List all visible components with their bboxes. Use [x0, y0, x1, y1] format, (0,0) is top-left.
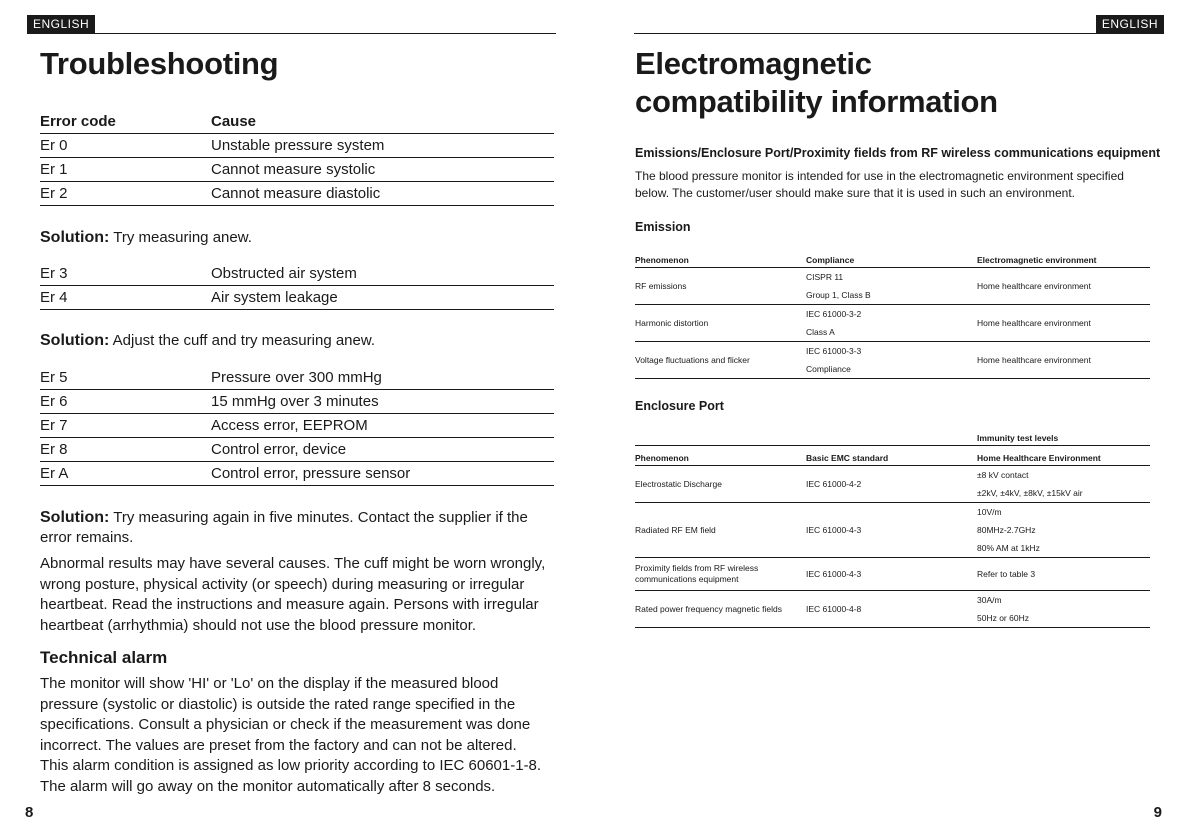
levels-cell — [977, 591, 1150, 627]
error-cause: 15 mmHg over 3 minutes — [211, 393, 379, 410]
levels-cell: Refer to table 3 — [977, 569, 1036, 579]
solution-label: Solution: — [40, 229, 110, 246]
technical-alarm-text: The monitor will show 'HI' or 'Lo' on the display if the measured blood pressure (systolic or diastolic) is outside the rated range specified in the specifications. Consult a physician or check if the measurement was done incorrect. The values are preset from the factory and can not be altered. This alarm condition is assigned as low priority according to IEC 60601-1-8. The alarm will go away on the monitor automatically after 8 seconds. — [40, 675, 542, 795]
solution-label: Solution: — [40, 509, 110, 526]
header-environment: Home Healthcare Environment — [977, 453, 1101, 463]
table-header — [635, 254, 1150, 268]
solution-text: Try measuring anew. — [113, 229, 252, 246]
header-environment: Electromagnetic environment — [977, 255, 1097, 265]
error-code: Er A — [40, 465, 69, 482]
level-line: 80MHz-2.7GHz — [977, 525, 1036, 535]
table-row — [40, 134, 554, 158]
error-table — [40, 262, 554, 310]
error-code: Er 4 — [40, 289, 68, 306]
table-row — [635, 305, 1150, 342]
header-phenomenon: Phenomenon — [635, 453, 689, 463]
table-row — [40, 390, 554, 414]
error-cause: Access error, EEPROM — [211, 417, 368, 434]
error-code: Er 3 — [40, 265, 68, 282]
phenomenon-cell: Electrostatic Discharge — [635, 479, 722, 489]
enclosure-port-title: Enclosure Port — [635, 399, 724, 413]
page-number: 9 — [1153, 804, 1162, 821]
table-row — [40, 286, 554, 310]
compliance-line: Group 1, Class B — [806, 290, 871, 300]
phenomenon-cell: Proximity fields from RF wireless communications equipment — [635, 563, 759, 584]
compliance-line: Compliance — [806, 364, 851, 374]
emissions-heading: Emissions/Enclosure Port/Proximity fields from RF wireless communications equipment — [635, 146, 1161, 160]
error-table — [40, 110, 554, 206]
table-row — [635, 268, 1150, 305]
compliance-cell — [806, 305, 977, 341]
level-line: 10V/m — [977, 507, 1002, 517]
level-line: ±2kV, ±4kV, ±8kV, ±15kV air — [977, 488, 1083, 498]
level-line: 80% AM at 1kHz — [977, 543, 1040, 553]
standard-cell: IEC 61000-4-8 — [806, 604, 862, 614]
compliance-cell — [806, 268, 977, 304]
page-title-line-2: compatibility information — [635, 84, 998, 119]
emissions-intro: The blood pressure monitor is intended for use in the electromagnetic environment specified below. The customer/user should make sure that it is used in such an environment. — [635, 169, 1124, 200]
error-code: Er 6 — [40, 393, 68, 410]
table-row — [40, 366, 554, 390]
levels-cell — [977, 466, 1150, 502]
header-immunity-levels: Immunity test levels — [977, 433, 1059, 443]
table-row — [635, 591, 1150, 628]
table-row — [635, 558, 1150, 591]
error-code: Er 2 — [40, 185, 68, 202]
page-title-line-1: Electromagnetic — [635, 46, 872, 81]
error-code: Er 0 — [40, 137, 68, 154]
left-page — [0, 0, 595, 839]
table-row — [635, 503, 1150, 558]
page-title — [635, 45, 998, 121]
compliance-line: Class A — [806, 327, 835, 337]
error-code: Er 1 — [40, 161, 68, 178]
phenomenon-cell: Voltage fluctuations and flicker — [635, 355, 750, 365]
table-row — [635, 342, 1150, 379]
table-super-header — [635, 432, 1150, 446]
technical-alarm-heading: Technical alarm — [40, 648, 168, 667]
environment-cell: Home healthcare environment — [977, 355, 1091, 365]
error-cause: Cannot measure systolic — [211, 161, 376, 178]
error-code: Er 5 — [40, 369, 68, 386]
right-page — [596, 0, 1191, 839]
error-cause: Unstable pressure system — [211, 137, 385, 154]
page-number: 8 — [25, 804, 34, 821]
environment-cell: Home healthcare environment — [977, 318, 1091, 328]
error-code: Er 7 — [40, 417, 68, 434]
solution-2 — [40, 331, 555, 351]
level-line: ±8 kV contact — [977, 470, 1029, 480]
solution-text: Adjust the cuff and try measuring anew. — [112, 332, 376, 349]
phenomenon-cell: RF emissions — [635, 281, 687, 291]
error-table — [40, 366, 554, 486]
solution-label: Solution: — [40, 332, 110, 349]
level-line: 50Hz or 60Hz — [977, 613, 1029, 623]
table-row — [40, 438, 554, 462]
compliance-line: CISPR 11 — [806, 272, 844, 282]
table-row — [40, 414, 554, 438]
compliance-line: IEC 61000-3-2 — [806, 309, 862, 319]
header-error-code: Error code — [40, 113, 116, 130]
header-rule — [27, 33, 556, 34]
language-badge: ENGLISH — [27, 15, 95, 33]
error-cause: Pressure over 300 mmHg — [211, 369, 382, 386]
level-line: 30A/m — [977, 595, 1002, 605]
emission-title: Emission — [635, 220, 691, 234]
table-row — [40, 158, 554, 182]
environment-cell: Home healthcare environment — [977, 281, 1091, 291]
table-header — [40, 110, 554, 134]
compliance-line: IEC 61000-3-3 — [806, 346, 862, 356]
emission-table — [635, 254, 1150, 379]
error-cause: Control error, pressure sensor — [211, 465, 411, 482]
standard-cell: IEC 61000-4-3 — [806, 569, 862, 579]
levels-cell — [977, 503, 1150, 557]
solution-text: Try measuring again in five minutes. Contact the supplier if the error remains. — [40, 509, 528, 546]
error-cause: Obstructed air system — [211, 265, 357, 282]
phenomenon-cell: Harmonic distortion — [635, 318, 709, 328]
phenomenon-cell: Rated power frequency magnetic fields — [635, 604, 782, 614]
error-code: Er 8 — [40, 441, 68, 458]
standard-cell: IEC 61000-4-2 — [806, 479, 862, 489]
phenomenon-cell: Radiated RF EM field — [635, 525, 716, 535]
error-cause: Cannot measure diastolic — [211, 185, 381, 202]
table-row — [40, 262, 554, 286]
header-compliance: Compliance — [806, 255, 855, 265]
error-cause: Air system leakage — [211, 289, 338, 306]
table-row — [635, 466, 1150, 503]
solution-3 — [40, 508, 555, 548]
table-row — [40, 462, 554, 486]
table-header — [635, 452, 1150, 466]
standard-cell: IEC 61000-4-3 — [806, 525, 862, 535]
header-phenomenon: Phenomenon — [635, 255, 689, 265]
compliance-cell — [806, 342, 977, 378]
header-cause: Cause — [211, 113, 257, 130]
table-row — [40, 182, 554, 206]
error-cause: Control error, device — [211, 441, 347, 458]
language-badge: ENGLISH — [1096, 15, 1164, 33]
header-rule — [634, 33, 1164, 34]
header-standard: Basic EMC standard — [806, 453, 889, 463]
abnormal-results-text: Abnormal results may have several causes. The cuff might be worn wrongly, wrong posture, physical activity (or speech) during measuring or irregular heartbeat. Read the instructions and measure again. Persons with irregular heartbeat (arrhythmia) should not use the blood pressure monitor. — [40, 555, 546, 634]
enclosure-table — [635, 432, 1150, 628]
solution-1 — [40, 228, 555, 248]
page-title: Troubleshooting — [40, 46, 279, 81]
